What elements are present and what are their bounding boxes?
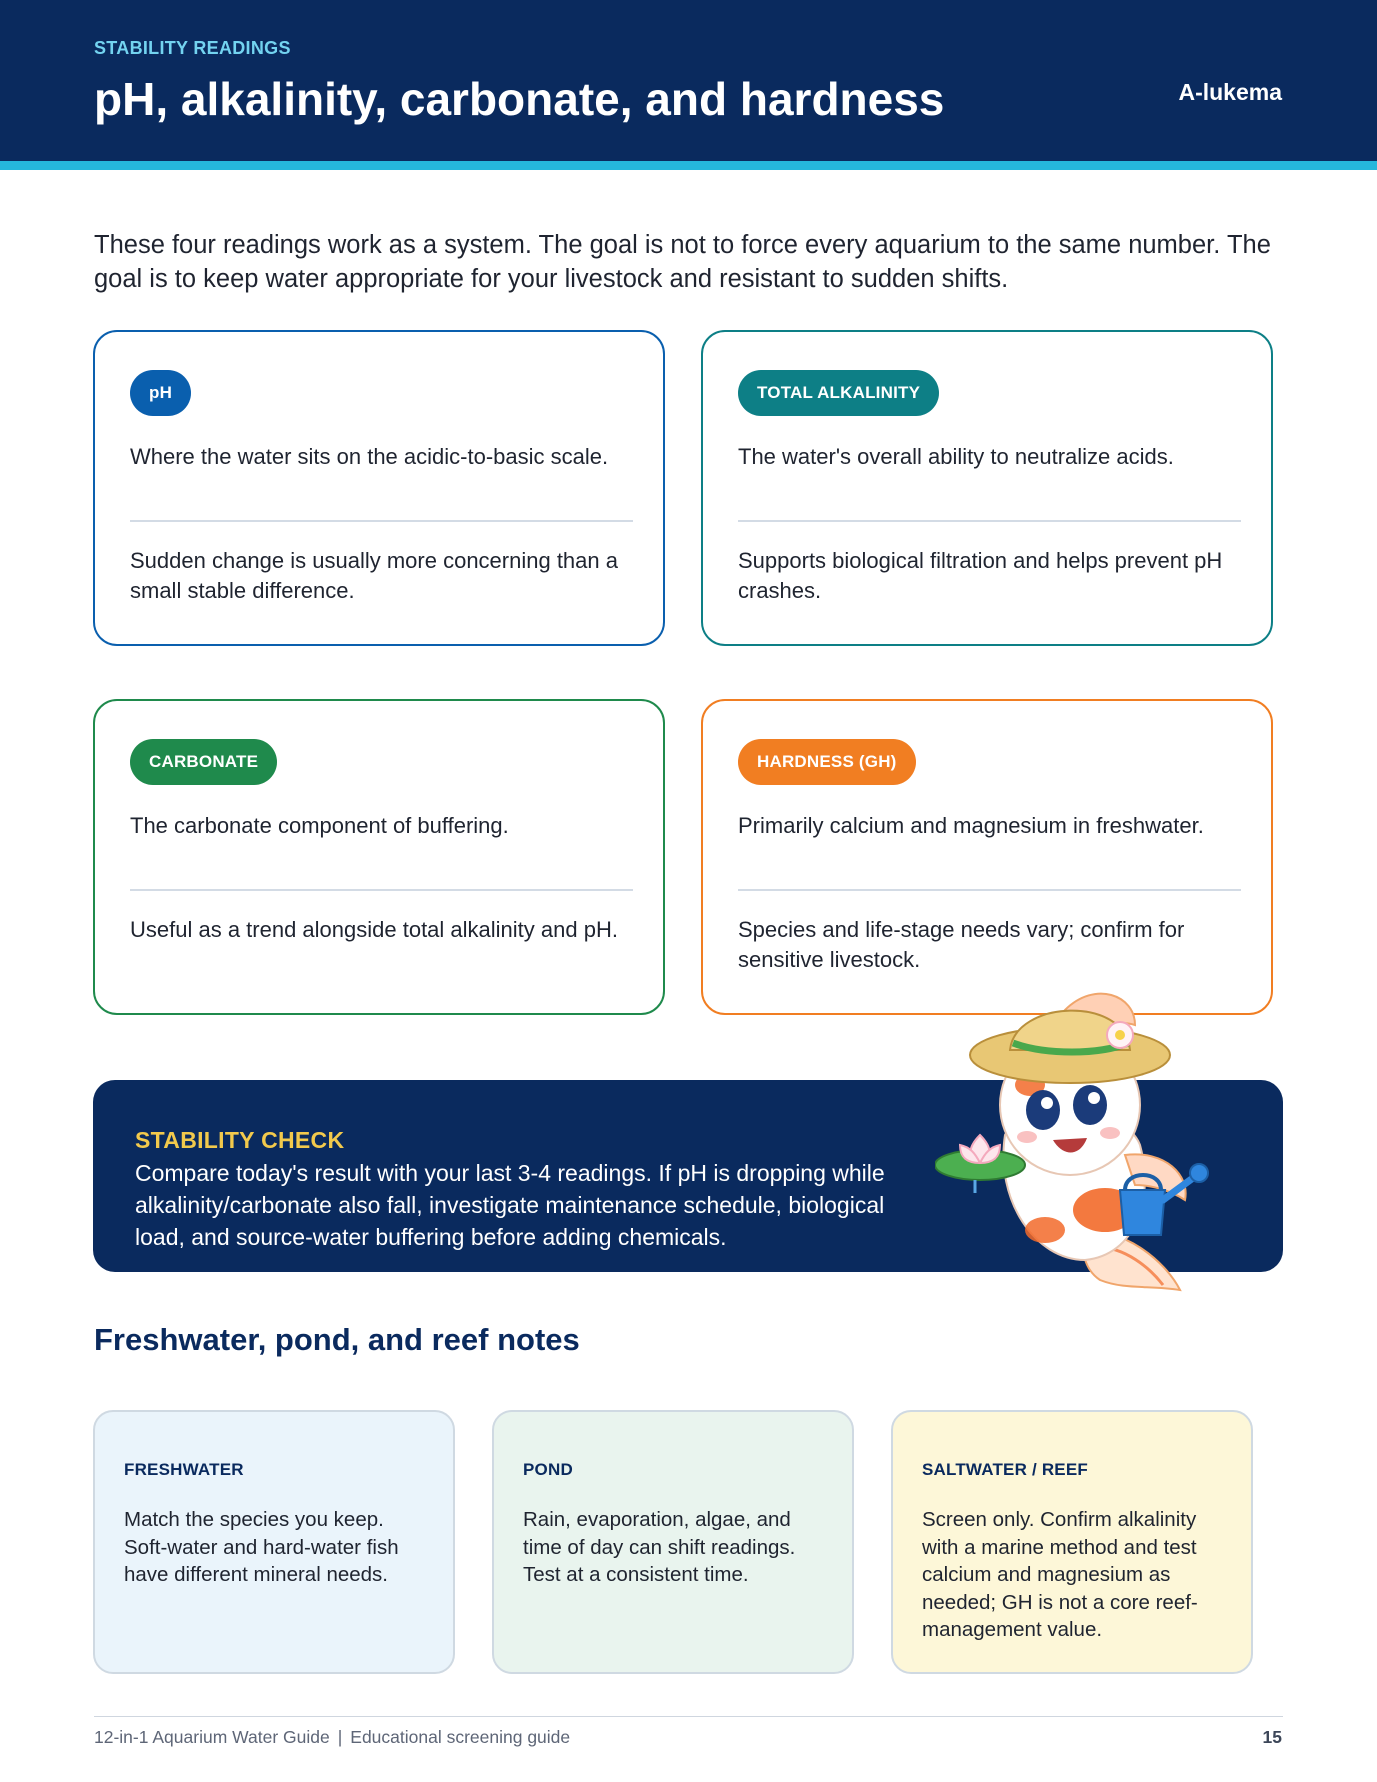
section-kicker: STABILITY READINGS <box>94 38 291 58</box>
footer-subtitle: Educational screening guide <box>350 1727 571 1747</box>
card-description: The water's overall ability to neutralize acids. <box>738 444 1174 469</box>
note-card-freshwater <box>93 1410 455 1674</box>
footer-guide-info <box>94 1727 570 1748</box>
card-note: Species and life-stage needs vary; confirm for sensitive livestock. <box>738 917 1185 972</box>
intro-paragraph: These four readings work as a system. The goal is not to force every aquarium to the same number. The goal is to keep water appropriate for your livestock and resistant to sudden shifts. <box>94 231 1271 293</box>
note-card-title: SALTWATER / REEF <box>922 1460 1088 1479</box>
note-card-text: Screen only. Confirm alkalinity with a marine method and test calcium and magnesium as needed; GH is not a core reef-management value. <box>922 1508 1198 1641</box>
card-note: Supports biological filtration and helps prevent pH crashes. <box>738 548 1223 603</box>
card-ph <box>93 330 665 646</box>
note-card-text: Match the species you keep. Soft-water and hard-water fish have different mineral needs. <box>124 1508 399 1586</box>
card-description: Where the water sits on the acidic-to-basic scale. <box>130 444 609 469</box>
header-band <box>0 0 1377 161</box>
note-card-title: FRESHWATER <box>124 1460 244 1479</box>
card-label-badge: pH <box>130 370 191 416</box>
page-title: pH, alkalinity, carbonate, and hardness <box>94 73 945 125</box>
card-label-badge: HARDNESS (GH) <box>738 739 916 785</box>
card-hardness <box>701 699 1273 1015</box>
card-total-alkalinity <box>701 330 1273 646</box>
page-number: 15 <box>1262 1727 1282 1747</box>
notes-section-title: Freshwater, pond, and reef notes <box>94 1322 580 1357</box>
card-divider <box>738 889 1241 891</box>
callout-title: STABILITY CHECK <box>135 1127 345 1153</box>
card-divider <box>738 520 1241 522</box>
card-description: Primarily calcium and magnesium in freshwater. <box>738 813 1204 838</box>
brand-name: A-lukema <box>1178 79 1282 105</box>
koi-mascot-illustration <box>935 985 1220 1305</box>
footer-divider <box>94 1716 1283 1717</box>
note-card-saltwater-reef <box>891 1410 1253 1674</box>
card-carbonate <box>93 699 665 1015</box>
note-card-title: POND <box>523 1460 573 1479</box>
card-note: Sudden change is usually more concerning than a small stable difference. <box>130 548 618 603</box>
callout-text: Compare today's result with your last 3-4 readings. If pH is dropping while alkalinity/carbonate also fall, investigate maintenance schedule, biological load, and source-water buffering before adding chemicals. <box>135 1160 885 1250</box>
card-note: Useful as a trend alongside total alkalinity and pH. <box>130 917 618 942</box>
note-card-text: Rain, evaporation, algae, and time of day can shift readings. Test at a consistent time. <box>523 1508 796 1586</box>
footer-guide-title: 12-in-1 Aquarium Water Guide <box>94 1727 330 1747</box>
footer-separator: | <box>337 1727 343 1747</box>
card-label-badge: CARBONATE <box>130 739 277 785</box>
note-card-pond <box>492 1410 854 1674</box>
card-divider <box>130 520 633 522</box>
card-divider <box>130 889 633 891</box>
header-accent-stripe <box>0 161 1377 170</box>
card-description: The carbonate component of buffering. <box>130 813 509 838</box>
card-label-badge: TOTAL ALKALINITY <box>738 370 939 416</box>
